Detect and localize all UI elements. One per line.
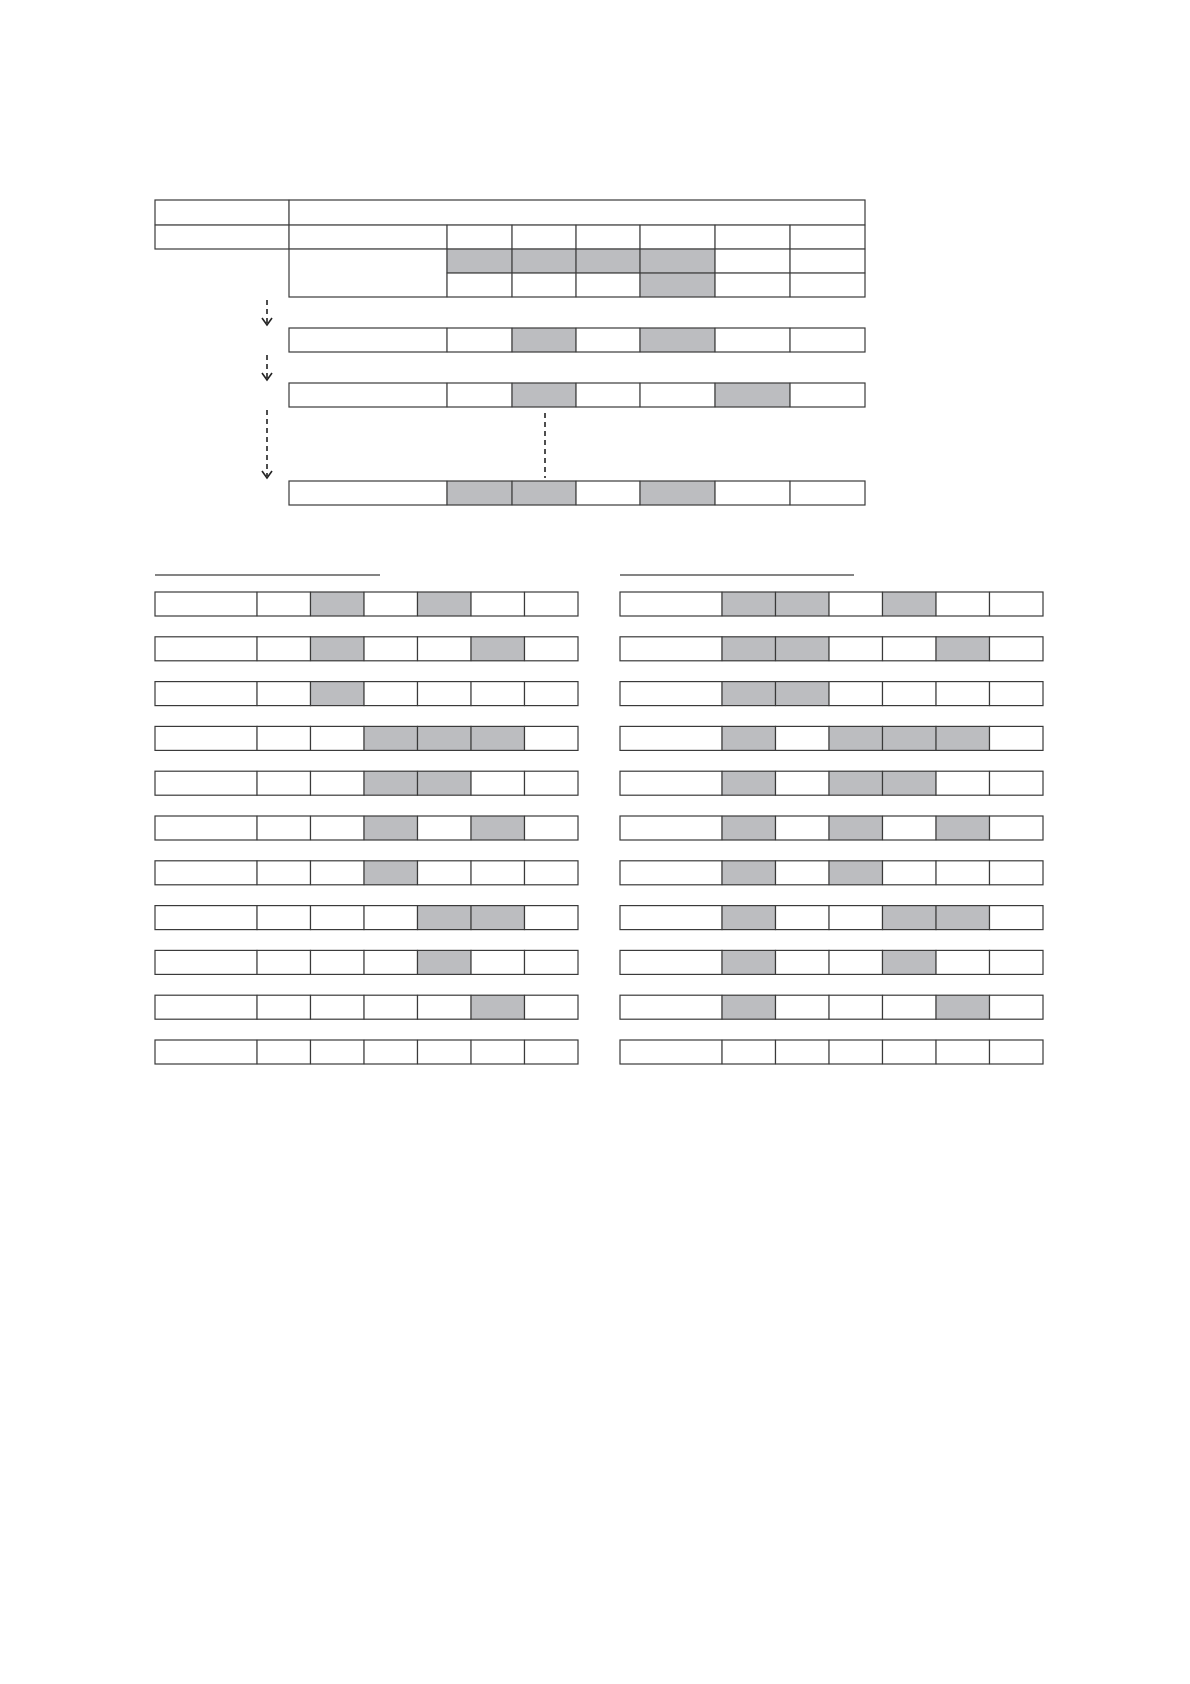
step-arrow-1 [262,300,272,325]
table-2-row-7-label-cell [620,861,722,885]
table-1-row-5-cell-4 [418,771,472,795]
step-2-cell-3 [576,383,640,407]
table-1-row-4-cell-1 [257,726,311,750]
table-2-row-6-cell-4 [883,816,937,840]
table-1-row-1-cell-2 [311,592,365,616]
table-2-row-4-cell-3 [829,726,883,750]
table-1-row-6 [155,816,578,840]
table-2-row-10-cell-1 [722,995,776,1019]
table-2-row-2-cell-5 [936,637,990,661]
table-2-row-11-cell-6 [990,1040,1044,1064]
table-1-row-11-cell-6 [525,1040,579,1064]
table-1-row-1-cell-5 [471,592,525,616]
step-arrow-3 [262,410,272,478]
table-2-row-9-cell-2 [776,950,830,974]
initial-row-2-cell-5 [715,273,790,297]
table-2-row-3-cell-3 [829,682,883,706]
initial-label-cell [289,249,447,297]
table-1-row-10-cell-4 [418,995,472,1019]
table-1-row-2-cell-6 [525,637,579,661]
left-table [155,575,578,1064]
table-1-row-4-label-cell [155,726,257,750]
table-1-row-11-cell-1 [257,1040,311,1064]
table-1-row-3-cell-2 [311,682,365,706]
table-2-row-10-cell-3 [829,995,883,1019]
table-1-row-3-cell-1 [257,682,311,706]
table-2-row-7-cell-4 [883,861,937,885]
step-3-cell-6 [790,481,865,505]
table-2-row-4 [620,726,1043,750]
table-2-row-10-label-cell [620,995,722,1019]
table-1-row-6-cell-1 [257,816,311,840]
table-1-row-3 [155,682,578,706]
table-2-row-6-cell-5 [936,816,990,840]
table-2-row-4-cell-5 [936,726,990,750]
table-1-row-8-label-cell [155,906,257,930]
table-2-row-7-cell-6 [990,861,1044,885]
table-1-row-9-cell-5 [471,950,525,974]
table-2-row-2-cell-2 [776,637,830,661]
table-1-row-7 [155,861,578,885]
table-1-row-2-cell-3 [364,637,418,661]
table-2-row-11-cell-4 [883,1040,937,1064]
table-1-row-6-label-cell [155,816,257,840]
table-2-row-3-label-cell [620,682,722,706]
table-2-row-5-cell-3 [829,771,883,795]
step-1-cell-3 [576,328,640,352]
step-1-cell-2 [512,328,576,352]
table-1-row-9-label-cell [155,950,257,974]
step-2-cell-4 [640,383,715,407]
table-1-row-10-cell-6 [525,995,579,1019]
table-2-row-4-cell-6 [990,726,1044,750]
table-2-row-9-cell-6 [990,950,1044,974]
table-1-row-10-cell-5 [471,995,525,1019]
table-1-row-8-cell-1 [257,906,311,930]
initial-row-2-cell-3 [576,273,640,297]
table-2-row-6-cell-6 [990,816,1044,840]
table-2-row-8-cell-1 [722,906,776,930]
table-2-row-7-cell-5 [936,861,990,885]
table-1-row-5-cell-1 [257,771,311,795]
table-1-row-11-label-cell [155,1040,257,1064]
table-1-row-1-cell-3 [364,592,418,616]
header-col-cell-4 [640,225,715,249]
table-1-row-11-cell-4 [418,1040,472,1064]
table-1-row-8-cell-5 [471,906,525,930]
table-2-row-1-cell-3 [829,592,883,616]
step-2-cell-5 [715,383,790,407]
table-1-row-9 [155,950,578,974]
step-2-cell-1 [447,383,512,407]
table-2-row-7-cell-1 [722,861,776,885]
table-1-row-2 [155,637,578,661]
table-1-row-5-cell-2 [311,771,365,795]
table-2-row-3-cell-6 [990,682,1044,706]
table-1-row-7-cell-4 [418,861,472,885]
table-1-row-11-cell-3 [364,1040,418,1064]
table-2-row-9-cell-4 [883,950,937,974]
table-1-row-1-cell-4 [418,592,472,616]
table-2-row-1-cell-6 [990,592,1044,616]
step-2-cell-6 [790,383,865,407]
step-1-cell-5 [715,328,790,352]
table-1-row-3-cell-4 [418,682,472,706]
table-2-row-3-cell-2 [776,682,830,706]
table-1-row-1-cell-6 [525,592,579,616]
table-2-row-11-cell-1 [722,1040,776,1064]
table-1-row-5-label-cell [155,771,257,795]
table-2-row-6-cell-1 [722,816,776,840]
table-1-row-4-cell-3 [364,726,418,750]
step-3-cell-1 [447,481,512,505]
table-1-row-3-cell-3 [364,682,418,706]
table-2-row-9-cell-1 [722,950,776,974]
table-1-row-6-cell-2 [311,816,365,840]
initial-row-1-cell-6 [790,249,865,273]
header-col-cell-5 [715,225,790,249]
table-1-row-9-cell-2 [311,950,365,974]
table-2-row-11-label-cell [620,1040,722,1064]
header-subtitle-label-cell [155,225,289,249]
table-2-row-7 [620,861,1043,885]
table-2-row-3 [620,682,1043,706]
table-2-row-1-cell-4 [883,592,937,616]
table-1-row-7-cell-3 [364,861,418,885]
table-2-row-9 [620,950,1043,974]
table-2-row-5-cell-5 [936,771,990,795]
table-2-row-10-cell-6 [990,995,1044,1019]
table-2-row-8-cell-4 [883,906,937,930]
table-1-row-10 [155,995,578,1019]
table-2-row-11-cell-2 [776,1040,830,1064]
table-1-row-2-cell-5 [471,637,525,661]
table-1-row-8-cell-4 [418,906,472,930]
step-3-cell-2 [512,481,576,505]
table-2-row-4-cell-4 [883,726,937,750]
table-1-row-6-cell-4 [418,816,472,840]
table-2-row-1-label-cell [620,592,722,616]
table-2-row-7-cell-2 [776,861,830,885]
step-1-cell-4 [640,328,715,352]
initial-row-1-cell-1 [447,249,512,273]
initial-row-1-cell-4 [640,249,715,273]
step-3-cell-4 [640,481,715,505]
table-1-row-5-cell-3 [364,771,418,795]
table-1-row-1 [155,592,578,616]
initial-row-1-cell-5 [715,249,790,273]
table-2-row-9-label-cell [620,950,722,974]
table-2-row-2-cell-6 [990,637,1044,661]
table-1-row-7-cell-2 [311,861,365,885]
table-2-row-1-cell-2 [776,592,830,616]
table-2-row-4-label-cell [620,726,722,750]
table-2-row-4-cell-1 [722,726,776,750]
step-1-label-cell [289,328,447,352]
table-2-row-4-cell-2 [776,726,830,750]
table-1-row-4 [155,726,578,750]
table-2-row-6 [620,816,1043,840]
table-1-row-4-cell-2 [311,726,365,750]
table-1-row-6-cell-5 [471,816,525,840]
table-1-row-3-label-cell [155,682,257,706]
table-2-row-8-cell-6 [990,906,1044,930]
table-2-row-5-cell-2 [776,771,830,795]
initial-row-2-cell-6 [790,273,865,297]
table-1-row-3-cell-5 [471,682,525,706]
table-2-row-5-cell-1 [722,771,776,795]
table-2-row-9-cell-5 [936,950,990,974]
header-col-cell-1 [447,225,512,249]
table-1-row-4-cell-4 [418,726,472,750]
table-2-row-11-cell-3 [829,1040,883,1064]
header-col-cell-3 [576,225,640,249]
step-1-cell-1 [447,328,512,352]
step-arrow-2 [262,355,272,380]
table-1-row-8 [155,906,578,930]
table-1-row-11-cell-5 [471,1040,525,1064]
table-2-row-3-cell-4 [883,682,937,706]
table-1-row-6-cell-3 [364,816,418,840]
table-1-row-4-cell-6 [525,726,579,750]
table-2-row-10 [620,995,1043,1019]
table-2-row-5-cell-6 [990,771,1044,795]
header-subtitle-value-cell [289,225,447,249]
table-1-row-8-cell-6 [525,906,579,930]
table-1-row-9-cell-3 [364,950,418,974]
sequence-rows [289,249,865,505]
table-2-row-8-cell-2 [776,906,830,930]
header-col-cell-2 [512,225,576,249]
table-1-row-10-label-cell [155,995,257,1019]
table-1-row-8-cell-2 [311,906,365,930]
table-2-row-1 [620,592,1043,616]
table-1-row-2-cell-4 [418,637,472,661]
table-1-row-2-cell-1 [257,637,311,661]
table-2-row-8 [620,906,1043,930]
table-2-row-10-cell-2 [776,995,830,1019]
step-2-cell-2 [512,383,576,407]
table-2-row-5-label-cell [620,771,722,795]
table-2-row-5 [620,771,1043,795]
table-2-row-3-cell-5 [936,682,990,706]
header-col-cell-6 [790,225,865,249]
step-3-cell-5 [715,481,790,505]
table-1-row-10-cell-3 [364,995,418,1019]
table-1-row-6-cell-6 [525,816,579,840]
table-2-row-2-cell-3 [829,637,883,661]
table-1-row-9-cell-6 [525,950,579,974]
initial-row-2-cell-1 [447,273,512,297]
table-2-row-10-cell-5 [936,995,990,1019]
table-1-row-10-cell-2 [311,995,365,1019]
table-1-row-1-label-cell [155,592,257,616]
right-table [620,575,1043,1064]
table-2-row-6-cell-2 [776,816,830,840]
table-1-row-7-cell-5 [471,861,525,885]
table-2-row-1-cell-5 [936,592,990,616]
table-2-row-3-cell-1 [722,682,776,706]
initial-row-1-cell-2 [512,249,576,273]
table-1-row-11-cell-2 [311,1040,365,1064]
table-2-row-2-label-cell [620,637,722,661]
table-2-row-2-cell-4 [883,637,937,661]
table-2-row-7-cell-3 [829,861,883,885]
initial-row-2-cell-2 [512,273,576,297]
table-2-row-6-cell-3 [829,816,883,840]
table-1-row-3-cell-6 [525,682,579,706]
table-1-row-5 [155,771,578,795]
table-1-row-1-cell-1 [257,592,311,616]
table-2-row-11 [620,1040,1043,1064]
table-1-row-9-cell-4 [418,950,472,974]
table-1-row-10-cell-1 [257,995,311,1019]
table-2-row-9-cell-3 [829,950,883,974]
table-2-row-11-cell-5 [936,1040,990,1064]
table-1-row-7-cell-6 [525,861,579,885]
table-2-row-8-label-cell [620,906,722,930]
header-table [155,200,865,249]
table-1-row-5-cell-5 [471,771,525,795]
table-2-row-6-label-cell [620,816,722,840]
step-2-label-cell [289,383,447,407]
table-1-row-8-cell-3 [364,906,418,930]
step-1-cell-6 [790,328,865,352]
table-1-row-2-cell-2 [311,637,365,661]
table-1-row-2-label-cell [155,637,257,661]
step-3-label-cell [289,481,447,505]
table-1-row-9-cell-1 [257,950,311,974]
table-1-row-5-cell-6 [525,771,579,795]
table-2-row-2 [620,637,1043,661]
table-2-row-1-cell-1 [722,592,776,616]
table-2-row-8-cell-3 [829,906,883,930]
table-2-row-5-cell-4 [883,771,937,795]
initial-row-1-cell-3 [576,249,640,273]
table-1-row-4-cell-5 [471,726,525,750]
header-title-value-cell [289,200,865,225]
table-1-row-7-cell-1 [257,861,311,885]
table-2-row-2-cell-1 [722,637,776,661]
table-1-row-7-label-cell [155,861,257,885]
step-3-cell-3 [576,481,640,505]
table-1-row-11 [155,1040,578,1064]
table-2-row-10-cell-4 [883,995,937,1019]
initial-row-2-cell-4 [640,273,715,297]
header-title-label-cell [155,200,289,225]
table-2-row-8-cell-5 [936,906,990,930]
